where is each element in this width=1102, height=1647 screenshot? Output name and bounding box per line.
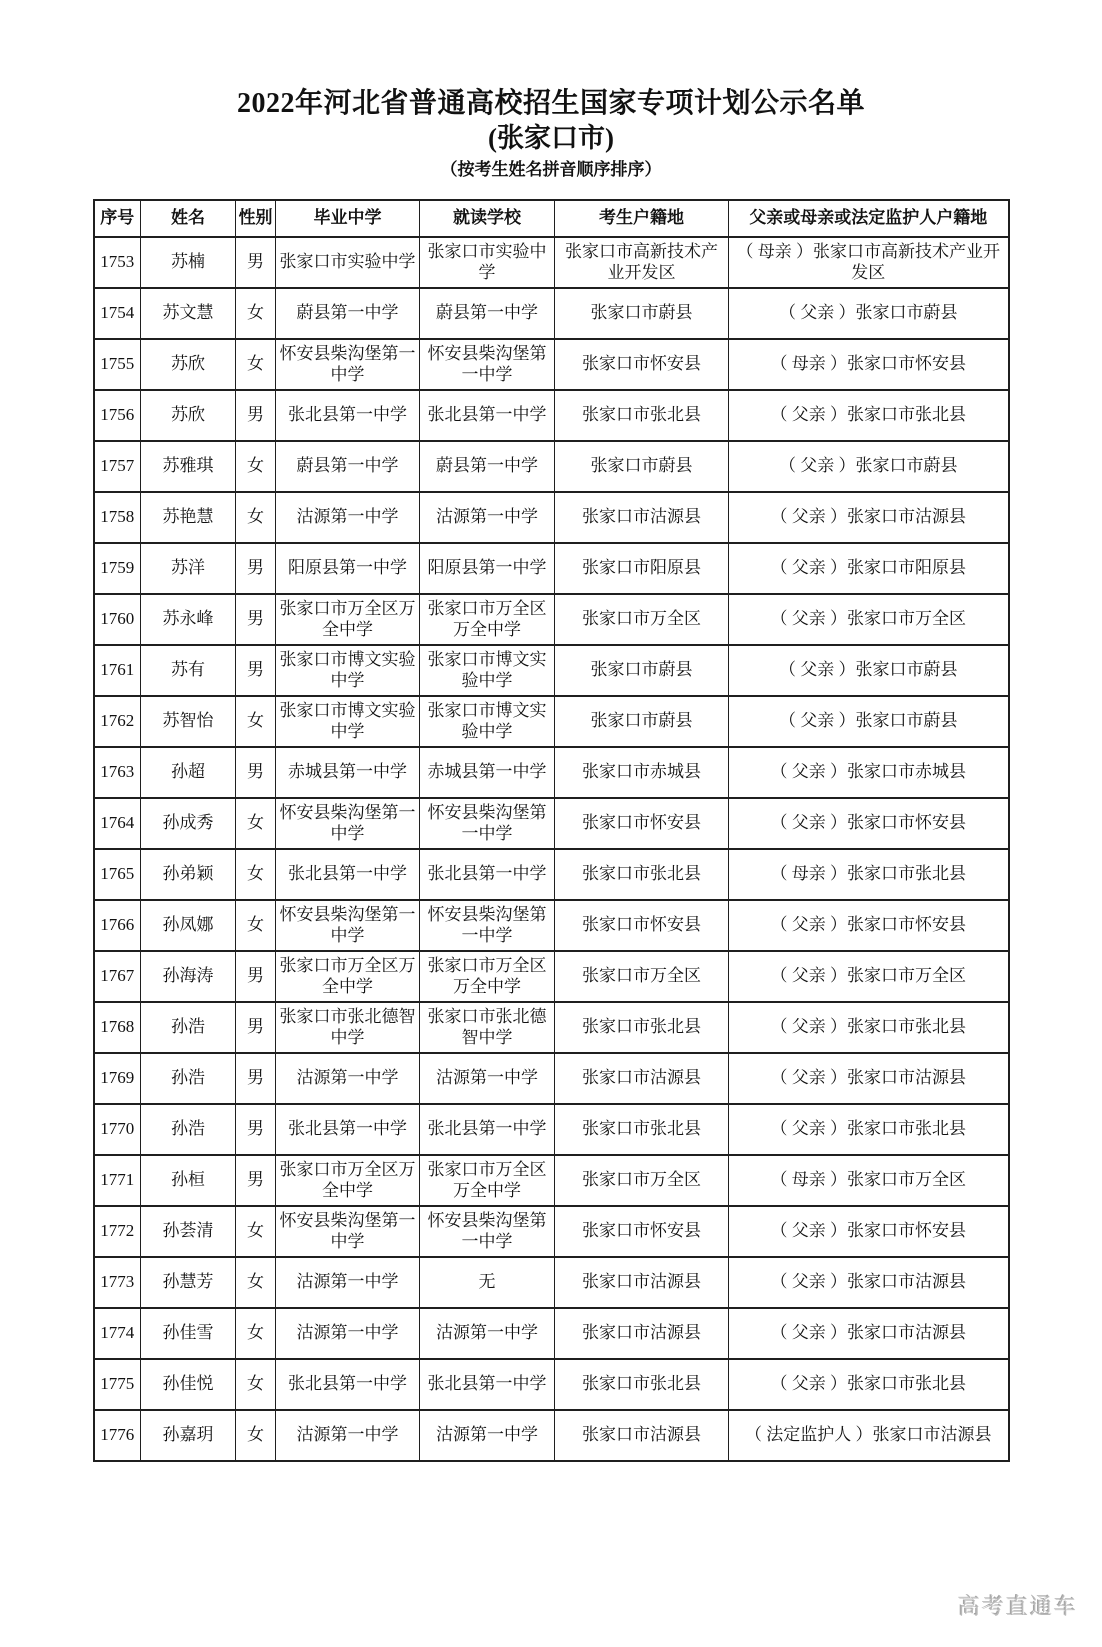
cell-name: 孙荟清 <box>141 1206 236 1257</box>
cell-index: 1757 <box>94 441 141 492</box>
cell-gender: 女 <box>236 339 276 390</box>
cell-index: 1771 <box>94 1155 141 1206</box>
cell-candidate-residence: 张家口市万全区 <box>555 594 729 645</box>
cell-guardian-residence: （ 父亲 ）张家口市张北县 <box>729 1104 1009 1155</box>
cell-gender: 男 <box>236 747 276 798</box>
cell-graduation-school: 张家口市万全区万全中学 <box>276 1155 420 1206</box>
cell-attending-school: 怀安县柴沟堡第一中学 <box>420 339 555 390</box>
cell-name: 孙浩 <box>141 1053 236 1104</box>
cell-gender: 女 <box>236 696 276 747</box>
cell-candidate-residence: 张家口市蔚县 <box>555 645 729 696</box>
header-row <box>94 200 1009 237</box>
cell-attending-school: 沽源第一中学 <box>420 492 555 543</box>
cell-index: 1765 <box>94 849 141 900</box>
table-row <box>94 594 1009 645</box>
table-row <box>94 747 1009 798</box>
table-row <box>94 951 1009 1002</box>
cell-name: 孙佳雪 <box>141 1308 236 1359</box>
cell-index: 1770 <box>94 1104 141 1155</box>
cell-gender: 男 <box>236 1002 276 1053</box>
cell-guardian-residence: （ 父亲 ）张家口市赤城县 <box>729 747 1009 798</box>
header-index: 序号 <box>94 200 141 237</box>
cell-gender: 女 <box>236 1206 276 1257</box>
header-attending-school: 就读学校 <box>420 200 555 237</box>
cell-name: 苏永峰 <box>141 594 236 645</box>
cell-guardian-residence: （ 父亲 ）张家口市蔚县 <box>729 288 1009 339</box>
cell-gender: 女 <box>236 288 276 339</box>
cell-graduation-school: 沽源第一中学 <box>276 1257 420 1308</box>
cell-guardian-residence: （ 父亲 ）张家口市蔚县 <box>729 696 1009 747</box>
table-body <box>94 237 1009 1461</box>
cell-gender: 女 <box>236 441 276 492</box>
cell-gender: 女 <box>236 1410 276 1461</box>
cell-graduation-school: 怀安县柴沟堡第一中学 <box>276 339 420 390</box>
cell-graduation-school: 张北县第一中学 <box>276 1104 420 1155</box>
sort-order-note: （按考生姓名拼音顺序排序） <box>440 159 662 179</box>
cell-candidate-residence: 张家口市赤城县 <box>555 747 729 798</box>
cell-candidate-residence: 张家口市张北县 <box>555 1104 729 1155</box>
header-graduation-school: 毕业中学 <box>276 200 420 237</box>
cell-index: 1764 <box>94 798 141 849</box>
table-row <box>94 1053 1009 1104</box>
cell-candidate-residence: 张家口市蔚县 <box>555 288 729 339</box>
cell-index: 1760 <box>94 594 141 645</box>
cell-candidate-residence: 张家口市张北县 <box>555 390 729 441</box>
cell-attending-school: 张家口市博文实验中学 <box>420 696 555 747</box>
cell-attending-school: 无 <box>420 1257 555 1308</box>
cell-name: 孙弟颖 <box>141 849 236 900</box>
cell-candidate-residence: 张家口市张北县 <box>555 1359 729 1410</box>
cell-gender: 男 <box>236 1155 276 1206</box>
cell-candidate-residence: 张家口市阳原县 <box>555 543 729 594</box>
cell-graduation-school: 蔚县第一中学 <box>276 441 420 492</box>
cell-gender: 女 <box>236 492 276 543</box>
cell-candidate-residence: 张家口市万全区 <box>555 1155 729 1206</box>
cell-candidate-residence: 张家口市蔚县 <box>555 696 729 747</box>
cell-gender: 男 <box>236 1053 276 1104</box>
cell-guardian-residence: （ 父亲 ）张家口市万全区 <box>729 951 1009 1002</box>
cell-attending-school: 张家口市万全区万全中学 <box>420 951 555 1002</box>
cell-guardian-residence: （ 父亲 ）张家口市蔚县 <box>729 645 1009 696</box>
cell-index: 1768 <box>94 1002 141 1053</box>
cell-graduation-school: 张家口市博文实验中学 <box>276 645 420 696</box>
cell-gender: 女 <box>236 1308 276 1359</box>
table-row <box>94 288 1009 339</box>
table-row <box>94 1002 1009 1053</box>
cell-gender: 女 <box>236 1257 276 1308</box>
cell-attending-school: 张家口市实验中学 <box>420 237 555 288</box>
cell-attending-school: 张家口市博文实验中学 <box>420 645 555 696</box>
cell-gender: 男 <box>236 1104 276 1155</box>
cell-index: 1767 <box>94 951 141 1002</box>
cell-attending-school: 怀安县柴沟堡第一中学 <box>420 900 555 951</box>
table-row <box>94 543 1009 594</box>
cell-index: 1759 <box>94 543 141 594</box>
cell-name: 孙成秀 <box>141 798 236 849</box>
cell-guardian-residence: （ 父亲 ）张家口市沽源县 <box>729 1257 1009 1308</box>
cell-index: 1774 <box>94 1308 141 1359</box>
cell-index: 1773 <box>94 1257 141 1308</box>
cell-guardian-residence: （ 父亲 ）张家口市阳原县 <box>729 543 1009 594</box>
cell-name: 孙海涛 <box>141 951 236 1002</box>
cell-index: 1772 <box>94 1206 141 1257</box>
cell-guardian-residence: （ 父亲 ）张家口市沽源县 <box>729 1053 1009 1104</box>
cell-guardian-residence: （ 父亲 ）张家口市怀安县 <box>729 1206 1009 1257</box>
cell-guardian-residence: （ 法定监护人 ）张家口市沽源县 <box>729 1410 1009 1461</box>
cell-name: 苏文慧 <box>141 288 236 339</box>
cell-guardian-residence: （ 母亲 ）张家口市张北县 <box>729 849 1009 900</box>
cell-index: 1758 <box>94 492 141 543</box>
cell-attending-school: 怀安县柴沟堡第一中学 <box>420 1206 555 1257</box>
cell-gender: 女 <box>236 900 276 951</box>
cell-graduation-school: 怀安县柴沟堡第一中学 <box>276 798 420 849</box>
table-row <box>94 441 1009 492</box>
cell-attending-school: 蔚县第一中学 <box>420 441 555 492</box>
cell-name: 苏欣 <box>141 390 236 441</box>
cell-candidate-residence: 张家口市怀安县 <box>555 339 729 390</box>
cell-index: 1754 <box>94 288 141 339</box>
cell-gender: 男 <box>236 645 276 696</box>
cell-index: 1769 <box>94 1053 141 1104</box>
cell-candidate-residence: 张家口市张北县 <box>555 1002 729 1053</box>
table-row <box>94 798 1009 849</box>
cell-name: 孙佳悦 <box>141 1359 236 1410</box>
header-candidate-residence: 考生户籍地 <box>555 200 729 237</box>
cell-guardian-residence: （ 父亲 ）张家口市怀安县 <box>729 900 1009 951</box>
table-row <box>94 1155 1009 1206</box>
cell-guardian-residence: （ 母亲 ）张家口市怀安县 <box>729 339 1009 390</box>
cell-name: 孙嘉玥 <box>141 1410 236 1461</box>
table-row <box>94 1308 1009 1359</box>
cell-attending-school: 阳原县第一中学 <box>420 543 555 594</box>
cell-name: 孙桓 <box>141 1155 236 1206</box>
cell-gender: 男 <box>236 390 276 441</box>
cell-gender: 女 <box>236 1359 276 1410</box>
cell-index: 1776 <box>94 1410 141 1461</box>
cell-attending-school: 沽源第一中学 <box>420 1410 555 1461</box>
cell-graduation-school: 张北县第一中学 <box>276 1359 420 1410</box>
table-row <box>94 900 1009 951</box>
cell-guardian-residence: （ 父亲 ）张家口市沽源县 <box>729 1308 1009 1359</box>
cell-graduation-school: 张家口市万全区万全中学 <box>276 951 420 1002</box>
table-header <box>94 200 1009 237</box>
cell-name: 孙浩 <box>141 1002 236 1053</box>
cell-name: 苏洋 <box>141 543 236 594</box>
cell-graduation-school: 张家口市博文实验中学 <box>276 696 420 747</box>
cell-index: 1755 <box>94 339 141 390</box>
cell-attending-school: 赤城县第一中学 <box>420 747 555 798</box>
cell-index: 1763 <box>94 747 141 798</box>
cell-graduation-school: 阳原县第一中学 <box>276 543 420 594</box>
cell-attending-school: 张家口市万全区万全中学 <box>420 594 555 645</box>
cell-attending-school: 张家口市张北德智中学 <box>420 1002 555 1053</box>
header-guardian-residence: 父亲或母亲或法定监护人户籍地 <box>729 200 1009 237</box>
cell-graduation-school: 张家口市实验中学 <box>276 237 420 288</box>
table-row <box>94 492 1009 543</box>
cell-guardian-residence: （ 父亲 ）张家口市张北县 <box>729 1359 1009 1410</box>
cell-candidate-residence: 张家口市沽源县 <box>555 1053 729 1104</box>
cell-graduation-school: 沽源第一中学 <box>276 1308 420 1359</box>
cell-index: 1775 <box>94 1359 141 1410</box>
cell-candidate-residence: 张家口市沽源县 <box>555 1308 729 1359</box>
cell-candidate-residence: 张家口市沽源县 <box>555 492 729 543</box>
cell-candidate-residence: 张家口市沽源县 <box>555 1257 729 1308</box>
cell-gender: 男 <box>236 543 276 594</box>
table-row <box>94 696 1009 747</box>
cell-graduation-school: 张北县第一中学 <box>276 849 420 900</box>
cell-guardian-residence: （ 父亲 ）张家口市怀安县 <box>729 798 1009 849</box>
cell-guardian-residence: （ 母亲 ）张家口市万全区 <box>729 1155 1009 1206</box>
cell-guardian-residence: （ 母亲 ）张家口市高新技术产业开发区 <box>729 237 1009 288</box>
cell-graduation-school: 赤城县第一中学 <box>276 747 420 798</box>
header-gender: 性别 <box>236 200 276 237</box>
cell-attending-school: 张北县第一中学 <box>420 1359 555 1410</box>
cell-gender: 男 <box>236 237 276 288</box>
table-row <box>94 1104 1009 1155</box>
cell-candidate-residence: 张家口市万全区 <box>555 951 729 1002</box>
table-row <box>94 849 1009 900</box>
cell-index: 1753 <box>94 237 141 288</box>
cell-name: 孙浩 <box>141 1104 236 1155</box>
cell-name: 苏智怡 <box>141 696 236 747</box>
cell-candidate-residence: 张家口市高新技术产业开发区 <box>555 237 729 288</box>
cell-attending-school: 张北县第一中学 <box>420 1104 555 1155</box>
table-row <box>94 237 1009 288</box>
cell-graduation-school: 张北县第一中学 <box>276 390 420 441</box>
cell-attending-school: 怀安县柴沟堡第一中学 <box>420 798 555 849</box>
cell-attending-school: 蔚县第一中学 <box>420 288 555 339</box>
cell-attending-school: 张家口市万全区万全中学 <box>420 1155 555 1206</box>
cell-candidate-residence: 张家口市怀安县 <box>555 900 729 951</box>
page-title: 2022年河北省普通高校招生国家专项计划公示名单 <box>236 88 865 119</box>
table-row <box>94 1206 1009 1257</box>
cell-name: 苏楠 <box>141 237 236 288</box>
header-name: 姓名 <box>141 200 236 237</box>
cell-index: 1756 <box>94 390 141 441</box>
cell-graduation-school: 怀安县柴沟堡第一中学 <box>276 900 420 951</box>
cell-graduation-school: 张家口市张北德智中学 <box>276 1002 420 1053</box>
cell-index: 1766 <box>94 900 141 951</box>
cell-attending-school: 张北县第一中学 <box>420 849 555 900</box>
cell-candidate-residence: 张家口市怀安县 <box>555 798 729 849</box>
page-subtitle: (张家口市) <box>488 123 614 154</box>
cell-guardian-residence: （ 父亲 ）张家口市蔚县 <box>729 441 1009 492</box>
cell-attending-school: 沽源第一中学 <box>420 1053 555 1104</box>
cell-graduation-school: 沽源第一中学 <box>276 1053 420 1104</box>
title-block <box>0 88 1102 180</box>
cell-index: 1762 <box>94 696 141 747</box>
cell-guardian-residence: （ 父亲 ）张家口市沽源县 <box>729 492 1009 543</box>
cell-index: 1761 <box>94 645 141 696</box>
cell-graduation-school: 沽源第一中学 <box>276 492 420 543</box>
students-table <box>93 199 1010 1462</box>
cell-graduation-school: 张家口市万全区万全中学 <box>276 594 420 645</box>
table-row <box>94 390 1009 441</box>
cell-graduation-school: 沽源第一中学 <box>276 1410 420 1461</box>
cell-candidate-residence: 张家口市沽源县 <box>555 1410 729 1461</box>
watermark-text: 高考直通车 <box>957 1594 1078 1619</box>
cell-name: 孙凤娜 <box>141 900 236 951</box>
table-row <box>94 339 1009 390</box>
cell-gender: 男 <box>236 951 276 1002</box>
cell-gender: 女 <box>236 849 276 900</box>
cell-candidate-residence: 张家口市蔚县 <box>555 441 729 492</box>
table-row <box>94 1410 1009 1461</box>
cell-gender: 男 <box>236 594 276 645</box>
cell-name: 孙慧芳 <box>141 1257 236 1308</box>
cell-guardian-residence: （ 父亲 ）张家口市万全区 <box>729 594 1009 645</box>
table-row <box>94 645 1009 696</box>
cell-guardian-residence: （ 父亲 ）张家口市张北县 <box>729 1002 1009 1053</box>
table-row <box>94 1257 1009 1308</box>
cell-attending-school: 张北县第一中学 <box>420 390 555 441</box>
cell-candidate-residence: 张家口市张北县 <box>555 849 729 900</box>
cell-name: 苏有 <box>141 645 236 696</box>
cell-name: 苏欣 <box>141 339 236 390</box>
cell-name: 孙超 <box>141 747 236 798</box>
cell-guardian-residence: （ 父亲 ）张家口市张北县 <box>729 390 1009 441</box>
cell-name: 苏雅琪 <box>141 441 236 492</box>
cell-candidate-residence: 张家口市怀安县 <box>555 1206 729 1257</box>
cell-gender: 女 <box>236 798 276 849</box>
cell-graduation-school: 蔚县第一中学 <box>276 288 420 339</box>
cell-name: 苏艳慧 <box>141 492 236 543</box>
cell-graduation-school: 怀安县柴沟堡第一中学 <box>276 1206 420 1257</box>
table-row <box>94 1359 1009 1410</box>
cell-attending-school: 沽源第一中学 <box>420 1308 555 1359</box>
